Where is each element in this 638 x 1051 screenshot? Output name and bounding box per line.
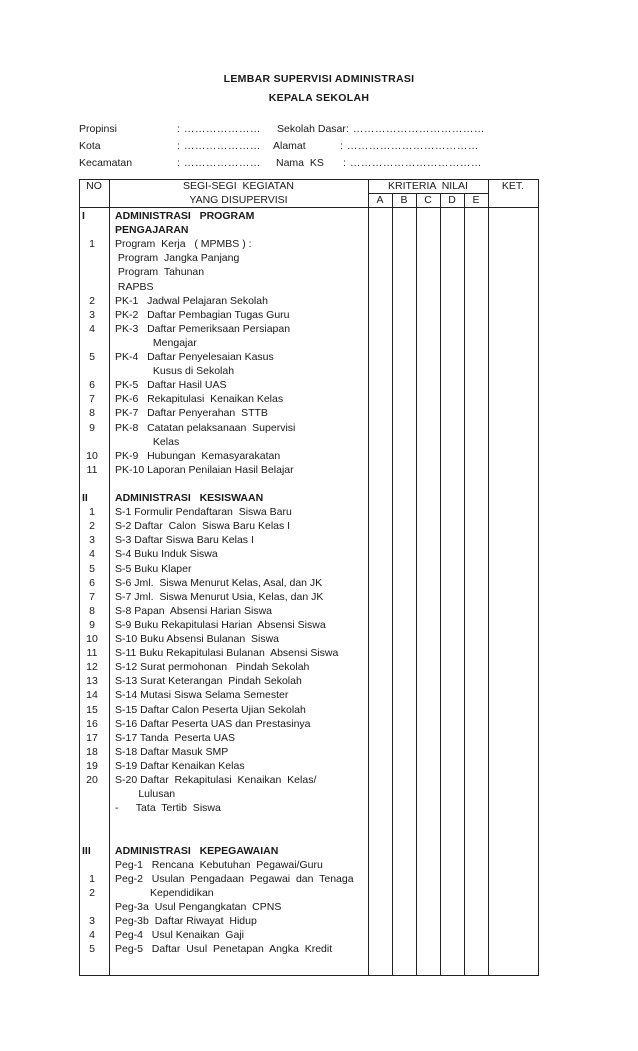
row-number: 5 <box>89 943 95 955</box>
activity-text: Peg-5 Daftar Usul Penetapan Angka Kredit <box>115 943 333 955</box>
activity-text: Program Kerja ( MPMBS ) : <box>115 238 252 250</box>
row-number: 3 <box>89 915 95 927</box>
activity-text: S-9 Buku Rekapitulasi Harian Absensi Siswa <box>115 619 326 631</box>
activity-text: PK-5 Daftar Hasil UAS <box>115 379 227 391</box>
row-number: 15 <box>86 704 98 716</box>
activity-text: S-20 Daftar Rekapitulasi Kenaikan Kelas/ <box>115 774 317 786</box>
row-number: 4 <box>89 323 95 335</box>
row-number: 1 <box>89 506 95 518</box>
page-title-line-1: LEMBAR SUPERVISI ADMINISTRASI <box>223 73 415 85</box>
alamat-label: Alamat <box>273 140 306 152</box>
activity-text: S-11 Buku Rekapitulasi Bulanan Absensi Siswa <box>115 647 339 659</box>
header-col-b: B <box>400 194 408 206</box>
row-number: 6 <box>89 577 95 589</box>
activity-text: PK-3 Daftar Pemeriksaan Persiapan <box>115 323 291 335</box>
activity-text: S-7 Jml. Siswa Menurut Usia, Kelas, dan JK <box>115 591 324 603</box>
row-number: 18 <box>86 746 98 758</box>
row-number: 12 <box>86 661 98 673</box>
row-number: 8 <box>89 407 95 419</box>
activity-text: S-1 Formulir Pendaftaran Siswa Baru <box>115 506 292 518</box>
propinsi-label: Propinsi <box>79 123 117 135</box>
header-col-a: A <box>376 194 384 206</box>
activity-text: PK-6 Rekapitulasi Kenaikan Kelas <box>115 393 284 405</box>
row-number: 3 <box>89 309 95 321</box>
row-number: 4 <box>89 929 95 941</box>
propinsi-value: : ………………… <box>177 123 261 135</box>
section-heading: ADMINISTRASI KEPEGAWAIAN <box>115 845 279 857</box>
row-number: 3 <box>89 534 95 546</box>
activity-text: Kelas <box>115 436 180 448</box>
kecamatan-value: : ………………… <box>177 157 261 169</box>
activity-text: S-19 Daftar Kenaikan Kelas <box>115 760 245 772</box>
row-number: 19 <box>86 760 98 772</box>
kota-label: Kota <box>79 140 101 152</box>
activity-text: S-17 Tanda Peserta UAS <box>115 732 236 744</box>
activity-text: Kependidikan <box>115 887 214 899</box>
activity-text: S-18 Daftar Masuk SMP <box>115 746 229 758</box>
row-number: 2 <box>89 520 95 532</box>
activity-text: PK-7 Daftar Penyerahan STTB <box>115 407 268 419</box>
activity-text: - Tata Tertib Siswa <box>115 802 221 814</box>
row-number: 17 <box>86 732 98 744</box>
row-number: 2 <box>89 887 95 899</box>
activity-text: Peg-3b Daftar Riwayat Hidup <box>115 915 257 927</box>
activity-text: S-4 Buku Induk Siswa <box>115 548 218 560</box>
activity-text: Peg-1 Rencana Kebutuhan Pegawai/Guru <box>115 859 323 871</box>
supervision-table <box>79 179 539 976</box>
activity-text: Peg-3a Usul Pengangkatan CPNS <box>115 901 282 913</box>
nama-ks-value: : ……………………………… <box>343 157 482 169</box>
row-number: 14 <box>86 689 98 701</box>
col-divider-e <box>488 179 489 976</box>
sekolah-dasar-label: Sekolah Dasar <box>277 123 346 135</box>
activity-text: S-8 Papan Absensi Harian Siswa <box>115 605 273 617</box>
row-number: 8 <box>89 605 95 617</box>
row-number: 10 <box>86 450 98 462</box>
activity-text: S-3 Daftar Siswa Baru Kelas I <box>115 534 254 546</box>
row-number: 7 <box>89 393 95 405</box>
activity-text: PK-1 Jadwal Pelajaran Sekolah <box>115 295 268 307</box>
section-heading: ADMINISTRASI PROGRAM <box>115 210 255 222</box>
activity-text: RAPBS <box>115 281 154 293</box>
row-number: 1 <box>89 238 95 250</box>
section-heading: ADMINISTRASI KESISWAAN <box>115 492 264 504</box>
row-number: 5 <box>89 563 95 575</box>
sekolah-dasar-value: : ……………………………… <box>346 123 485 135</box>
header-no: NO <box>86 180 102 192</box>
activity-text: PK-2 Daftar Pembagian Tugas Guru <box>115 309 290 321</box>
activity-text: S-12 Surat permohonan Pindah Sekolah <box>115 661 310 673</box>
col-divider-c <box>440 193 441 976</box>
header-col-c: C <box>424 194 432 206</box>
row-number: 10 <box>86 633 98 645</box>
activity-text: S-14 Mutasi Siswa Selama Semester <box>115 689 289 701</box>
activity-text: PK-9 Hubungan Kemasyarakatan <box>115 450 281 462</box>
section-number: I <box>82 210 85 222</box>
row-number: 9 <box>89 422 95 434</box>
activity-text: PK-8 Catatan pelaksanaan Supervisi <box>115 422 296 434</box>
activity-text: Mengajar <box>115 337 197 349</box>
header-col-d: D <box>448 194 456 206</box>
activity-text: S-5 Buku Klaper <box>115 563 192 575</box>
row-number: 11 <box>86 647 98 659</box>
row-number: 16 <box>86 718 98 730</box>
activity-text: S-13 Surat Keterangan Pindah Sekolah <box>115 675 302 687</box>
row-number: 4 <box>89 548 95 560</box>
nama-ks-label: Nama KS <box>276 157 324 169</box>
activity-text: PK-10 Laporan Penilaian Hasil Belajar <box>115 464 294 476</box>
header-kegiatan-line-1: SEGI-SEGI KEGIATAN <box>182 180 295 192</box>
row-number: 11 <box>86 464 98 476</box>
col-divider-b <box>416 193 417 976</box>
row-number: 7 <box>89 591 95 603</box>
row-number: 5 <box>89 351 95 363</box>
col-divider-a <box>392 193 393 976</box>
activity-text: S-15 Daftar Calon Peserta Ujian Sekolah <box>115 704 306 716</box>
header-kegiatan-line-2: YANG DISUPERVISI <box>189 194 288 206</box>
section-number: III <box>82 845 91 857</box>
header-col-e: E <box>472 194 480 206</box>
kecamatan-label: Kecamatan <box>79 157 133 169</box>
section-number: II <box>82 492 88 504</box>
activity-text: PK-4 Daftar Penyelesaian Kasus <box>115 351 274 363</box>
alamat-value: : ……………………………… <box>340 140 479 152</box>
kota-value: : ………………… <box>177 140 261 152</box>
activity-text: S-2 Daftar Calon Siswa Baru Kelas I <box>115 520 291 532</box>
table-border-bottom <box>79 975 539 976</box>
col-divider-no <box>109 179 110 976</box>
row-number: 1 <box>89 873 95 885</box>
activity-text: Program Jangka Panjang <box>115 252 240 264</box>
row-number: 2 <box>89 295 95 307</box>
table-border-right <box>538 179 539 976</box>
row-number: 6 <box>89 379 95 391</box>
activity-text: S-16 Daftar Peserta UAS dan Prestasinya <box>115 718 311 730</box>
activity-text: S-6 Jml. Siswa Menurut Kelas, Asal, dan JK <box>115 577 323 589</box>
header-ket: KET. <box>501 180 525 192</box>
header-kriteria: KRITERIA NILAI <box>388 180 468 192</box>
page-title-line-2: KEPALA SEKOLAH <box>268 92 370 104</box>
col-divider-kegiatan <box>368 179 369 976</box>
row-number: 20 <box>86 774 98 786</box>
activity-text: Program Tahunan <box>115 266 205 278</box>
activity-text: Peg-2 Usulan Pengadaan Pegawai dan Tenaga <box>115 873 354 885</box>
section-heading: PENGAJARAN <box>115 224 189 236</box>
activity-text: S-10 Buku Absensi Bulanan Siswa <box>115 633 280 645</box>
row-number: 9 <box>89 619 95 631</box>
activity-text: Peg-4 Usul Kenaikan Gaji <box>115 929 244 941</box>
header-bottom-border <box>79 207 539 208</box>
row-number: 13 <box>86 675 98 687</box>
activity-text: Kusus di Sekolah <box>115 365 235 377</box>
col-divider-d <box>464 193 465 976</box>
activity-text: Lulusan <box>115 788 176 800</box>
